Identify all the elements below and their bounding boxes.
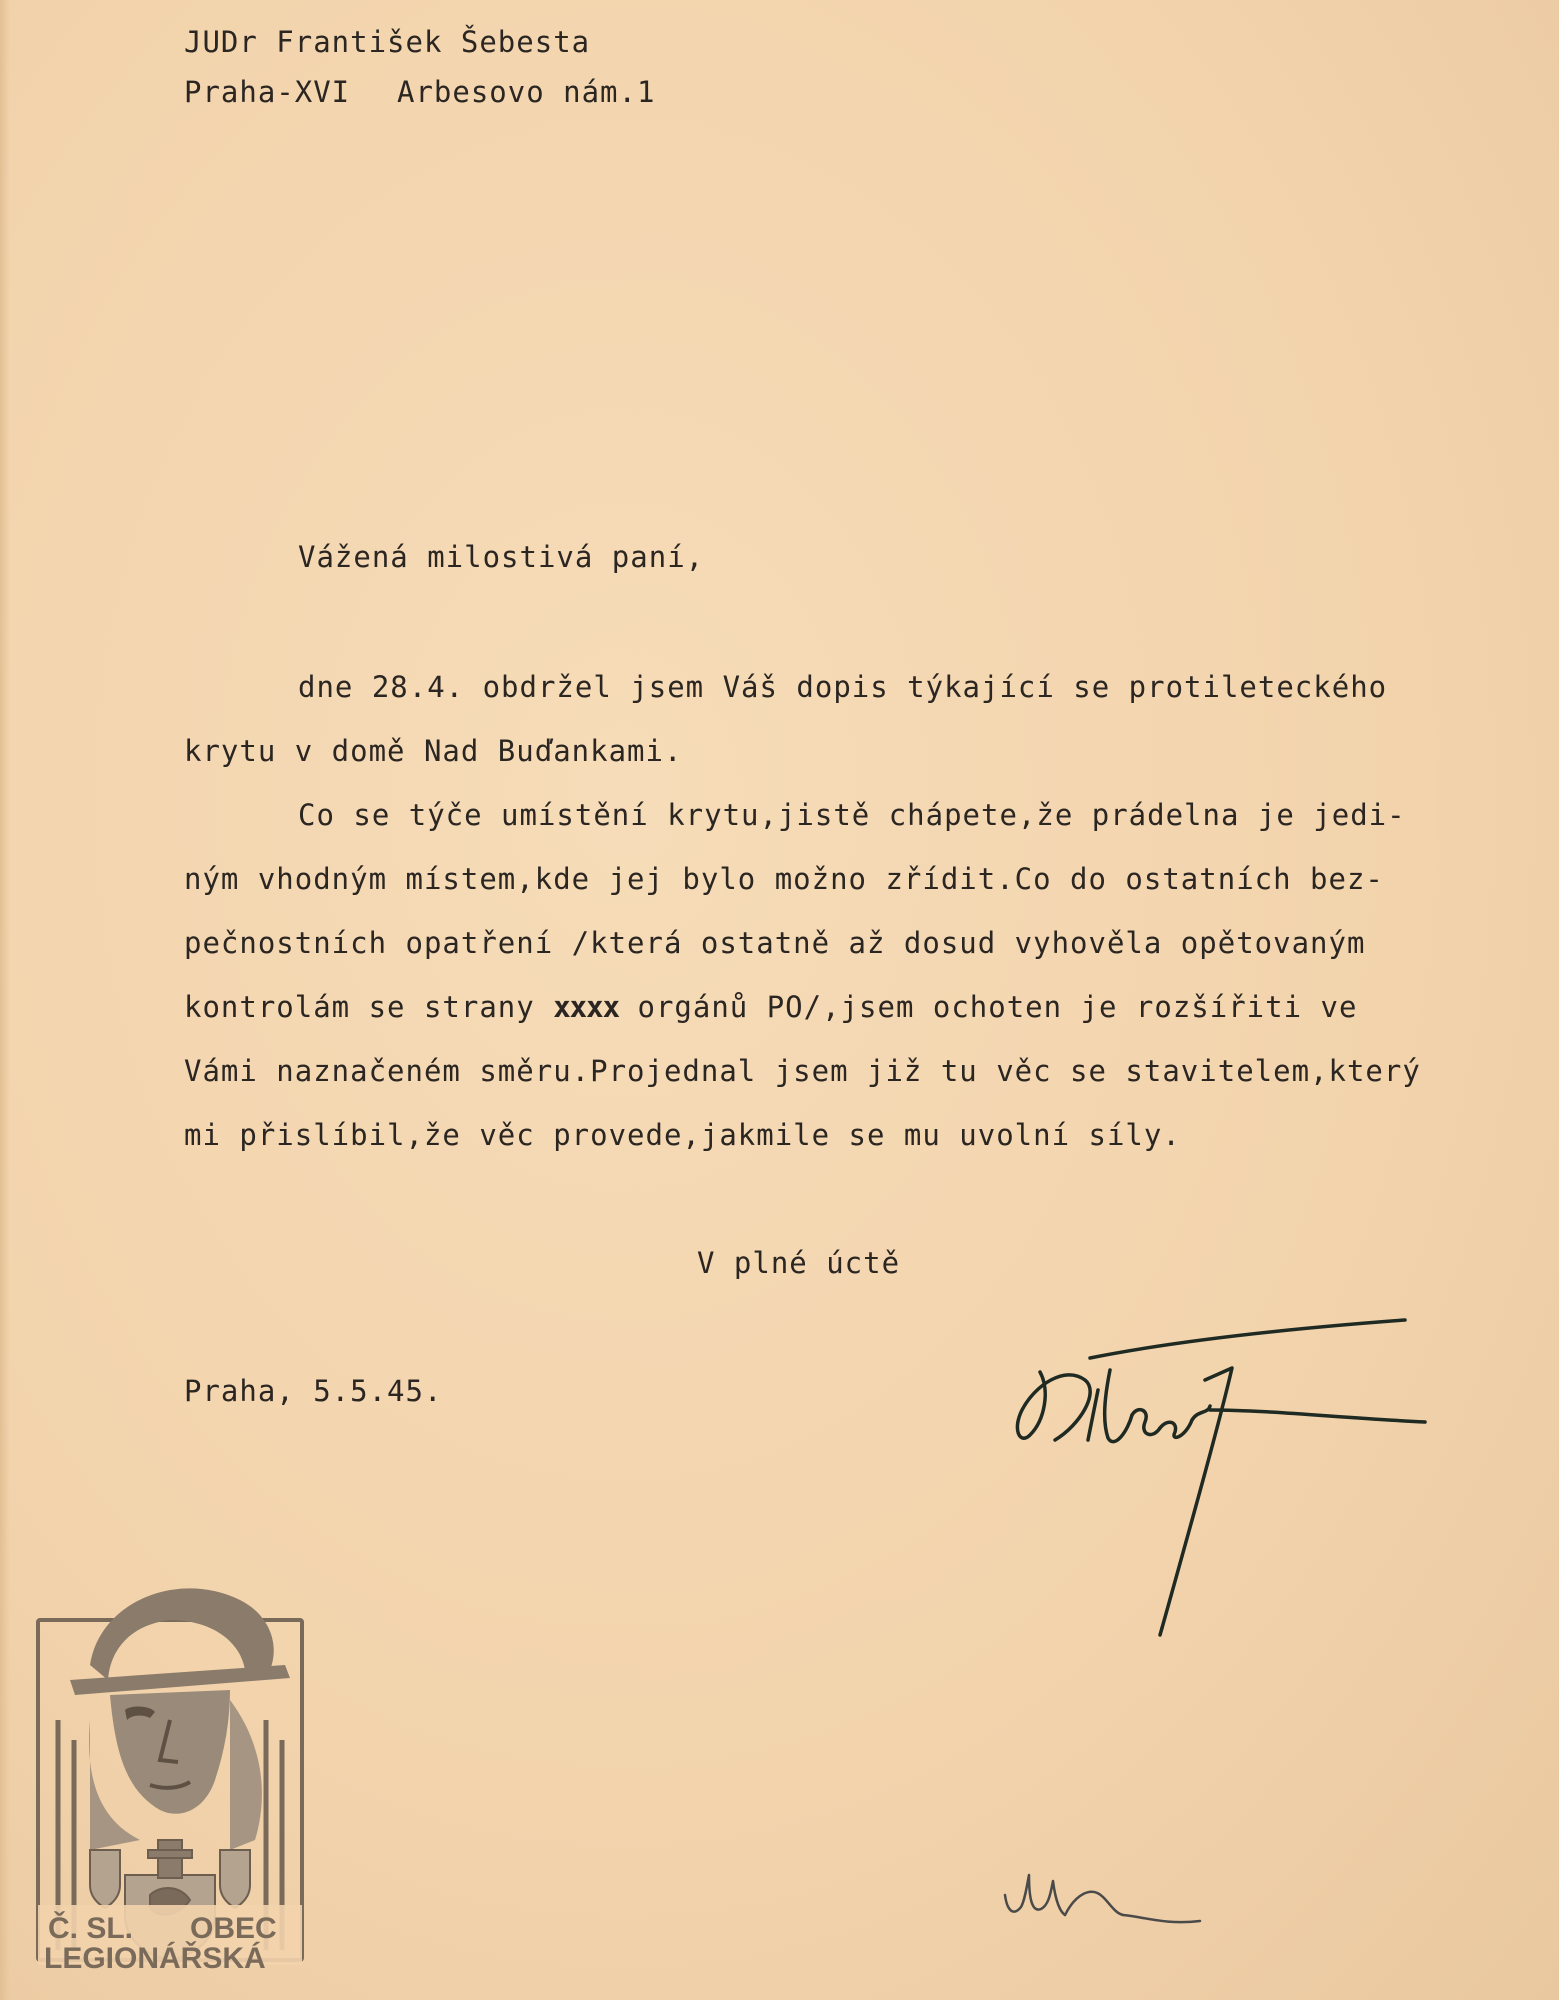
- closing: V plné úctě: [697, 1246, 901, 1280]
- body-line-6: [184, 990, 1358, 1024]
- letterhead-street: Arbesovo nám.1: [397, 75, 656, 109]
- legion-stamp: [30, 1520, 310, 1970]
- stamp-line-2: OBEC: [190, 1912, 277, 1945]
- soldier-emblem: [70, 1588, 290, 1850]
- body-line-4: ným vhodným místem,kde jej bylo možno zřídit.Co do ostatních bez-: [184, 862, 1384, 896]
- body-line-5: pečnostních opatření /která ostatně až dosud vyhověla opětovaným: [184, 926, 1366, 960]
- paper-edge: [0, 0, 10, 2000]
- salutation: Vážená milostivá paní,: [298, 540, 705, 574]
- signature: [1010, 1310, 1450, 1650]
- body-line-6-start: kontrolám se strany: [184, 990, 554, 1024]
- place-date: Praha, 5.5.45.: [184, 1374, 443, 1408]
- stamp-line-3: LEGIONÁŘSKÁ: [44, 1942, 266, 1970]
- letterhead-name: JUDr František Šebesta: [184, 25, 591, 59]
- body-line-7: Vámi naznačeném směru.Projednal jsem již tu věc se stavitelem,který: [184, 1054, 1421, 1088]
- letterhead-city: Praha-XVI: [184, 75, 351, 109]
- body-line-8: mi přislíbil,že věc provede,jakmile se mu uvolní síly.: [184, 1118, 1181, 1152]
- body-line-2: krytu v domě Nad Buďankami.: [184, 734, 683, 768]
- body-line-3: Co se týče umístění krytu,jistě chápete,že prádelna je jedi-: [298, 798, 1406, 832]
- stamp-line-1: Č. SL.: [48, 1912, 134, 1945]
- initials-mark: [995, 1855, 1215, 1935]
- struck-out-word: xxxx: [553, 990, 620, 1024]
- body-line-6-end: orgánů PO/,jsem ochoten je rozšířiti ve: [619, 990, 1358, 1024]
- body-line-1: dne 28.4. obdržel jsem Váš dopis týkající se protileteckého: [298, 670, 1388, 704]
